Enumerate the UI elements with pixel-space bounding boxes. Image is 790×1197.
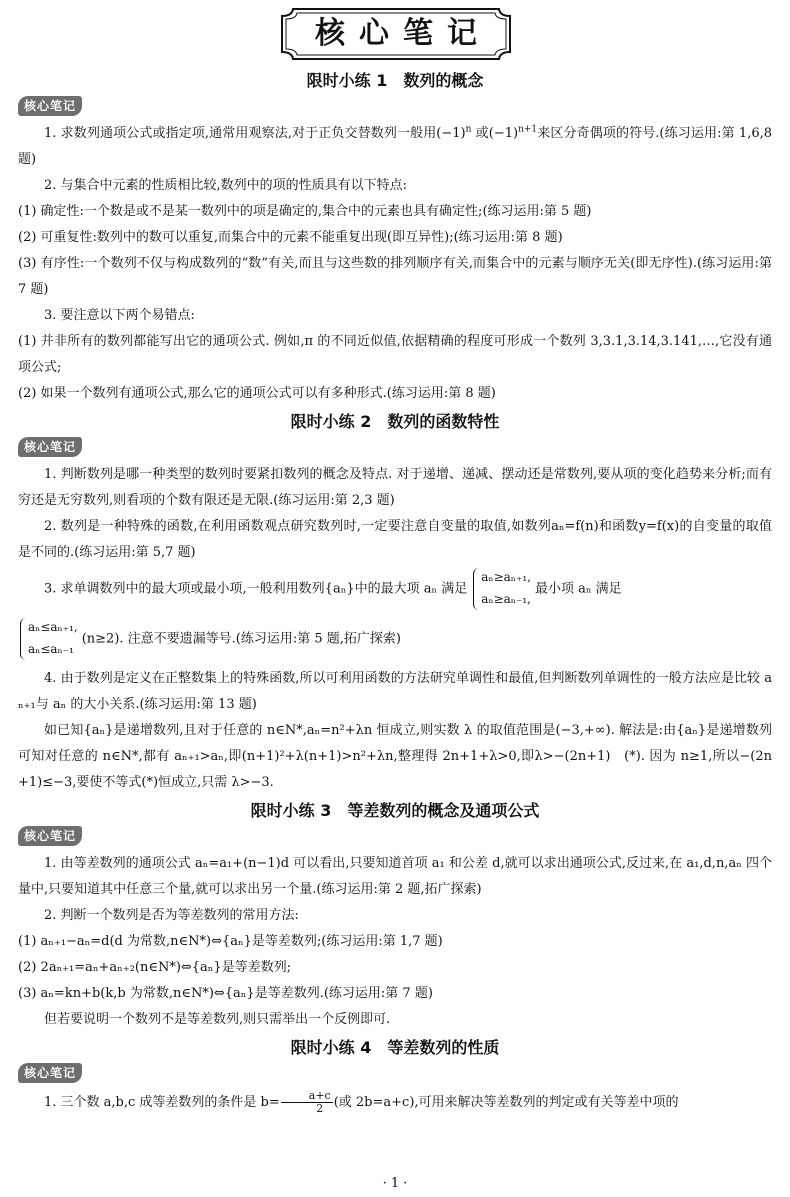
section-2-title: 限时小练 2 数列的函数特性 — [290, 412, 500, 431]
s1-item-2: 2. 与集合中元素的性质相比较,数列中的项的性质具有以下特点: — [44, 178, 408, 193]
s3-item-2-3: (3) aₙ=kn+b(k,b 为常数,n∈N*)⇔{aₙ}是等差数列.(练习运用:第 7 题) — [18, 986, 433, 1001]
min-condition-brace: aₙ≤aₙ₊₁, aₙ≤aₙ₋₁ — [18, 616, 78, 662]
s3-item-1: 1. 由等差数列的通项公式 aₙ=a₁+(n−1)d 可以看出,只要知道首项 a₁ 和公差 d,就可以求出通项公式,反过来,在 a₁,d,n,aₙ 四个量中,只要知道其中任意三个量,就可以求出另一个量.(练习运用:第 2 题,拓广探索) — [18, 856, 772, 897]
section-3-title: 限时小练 3 等差数列的概念及通项公式 — [250, 801, 540, 820]
s2-item-4: 4. 由于数列是定义在正整数集上的特殊函数,所以可利用函数的方法研究单调性和最值,但判断数列单调性的一般方法应是比较 aₙ₊₁与 aₙ 的大小关系.(练习运用:第 13 题) — [18, 671, 772, 712]
max-condition-brace: aₙ≥aₙ₊₁, aₙ≥aₙ₋₁, — [471, 566, 531, 612]
s2-item-3: 3. 求单调数列中的最大项或最小项,一般利用数列{aₙ}中的最大项 aₙ 满足 aₙ≥aₙ₊₁, aₙ≥aₙ₋₁, 最小项 aₙ 满足 — [18, 566, 772, 616]
s3-item-2: 2. 判断一个数列是否为等差数列的常用方法: — [44, 908, 299, 923]
s1-item-3: 3. 要注意以下两个易错点: — [44, 308, 195, 323]
section-1-title: 限时小练 1 数列的概念 — [306, 71, 484, 90]
header-banner — [279, 6, 513, 62]
s3-item-2-2: (2) 2aₙ₊₁=aₙ+aₙ₊₂(n∈N*)⇔{aₙ}是等差数列; — [18, 960, 292, 975]
s2-example: 如已知{aₙ}是递增数列,且对于任意的 n∈N*,aₙ=n²+λn 恒成立,则实数 λ 的取值范围是(−3,+∞). 解法是:由{aₙ}是递增数列可知对任意的 n∈N*,都有 aₙ₊₁>aₙ,即(n+1)²+λ(n+1)>n²+λn,整理得 2n+1+λ>0,即λ>−(2n+1) (*). 因为 n≥1,所以−(2n+1)≤−3,要使不等式(*)恒成立,只需 λ>−3. — [18, 723, 772, 790]
note-badge: 核心笔记 — [18, 1063, 82, 1083]
s2-item-3-cont: aₙ≤aₙ₊₁, aₙ≤aₙ₋₁ (n≥2). 注意不要遗漏等号.(练习运用:第 5 题,拓广探索) — [18, 616, 772, 666]
s1-item-2-1: (1) 确定性:一个数是或不是某一数列中的项是确定的,集合中的元素也具有确定性;(练习运用:第 5 题) — [18, 204, 592, 219]
s1-item-3-2: (2) 如果一个数列有通项公式,那么它的通项公式可以有多种形式.(练习运用:第 8 题) — [18, 386, 496, 401]
section-4-title: 限时小练 4 等差数列的性质 — [290, 1038, 500, 1057]
s1-item-1: 1. 求数列通项公式或指定项,通常用观察法,对于正负交替数列一般用$(-1)^n$ 或$(-1)^{n+1}$来区分奇偶项的符号.(练习运用:第 1,6,8 题) — [18, 124, 773, 167]
header-title: 核心笔记 — [315, 16, 491, 51]
s1-item-2-3: (3) 有序性:一个数列不仅与构成数列的“数”有关,而且与这些数的排列顺序有关,而集合中的元素与顺序无关(即无序性).(练习运用:第 7 题) — [18, 256, 772, 297]
note-badge: 核心笔记 — [18, 437, 82, 457]
s2-item-2: 2. 数列是一种特殊的函数,在利用函数观点研究数列时,一定要注意自变量的取值,如数列aₙ=f(n)和函数y=f(x)的自变量的取值是不同的.(练习运用:第 5,7 题) — [18, 519, 772, 560]
note-badge: 核心笔记 — [18, 96, 82, 116]
note-badge: 核心笔记 — [18, 826, 82, 846]
s3-note: 但若要说明一个数列不是等差数列,则只需举出一个反例即可. — [44, 1012, 391, 1027]
s4-item-1: 1. 三个数 a,b,c 成等差数列的条件是 b= $\frac{a+c}{2}$ (或 2b=a+c),可用来解决等差数列的判定或有关等差中项的 — [44, 1089, 679, 1115]
s2-item-1: 1. 判断数列是哪一种类型的数列时要紧扣数列的概念及特点. 对于递增、递减、摆动还是常数列,要从项的变化趋势来分析;而有穷还是无穷数列,则看项的个数有限还是无限.(练习运用:第 2,3 题) — [18, 467, 772, 508]
s3-item-2-1: (1) aₙ₊₁−aₙ=d(d 为常数,n∈N*)⇔{aₙ}是等差数列;(练习运用:第 1,7 题) — [18, 934, 443, 949]
document-body — [18, 66, 772, 1118]
page-number: · 1 · — [382, 1176, 408, 1191]
midpoint-fraction: $\frac{a+c}{2}$ — [281, 1090, 333, 1115]
s1-item-2-2: (2) 可重复性:数列中的数可以重复,而集合中的元素不能重复出现(即互异性);(练习运用:第 8 题) — [18, 230, 563, 245]
s1-item-3-1: (1) 并非所有的数列都能写出它的通项公式. 例如,π 的不同近似值,依据精确的程度可形成一个数列 3,3.1,3.14,3.141,…,它没有通项公式; — [18, 334, 772, 375]
